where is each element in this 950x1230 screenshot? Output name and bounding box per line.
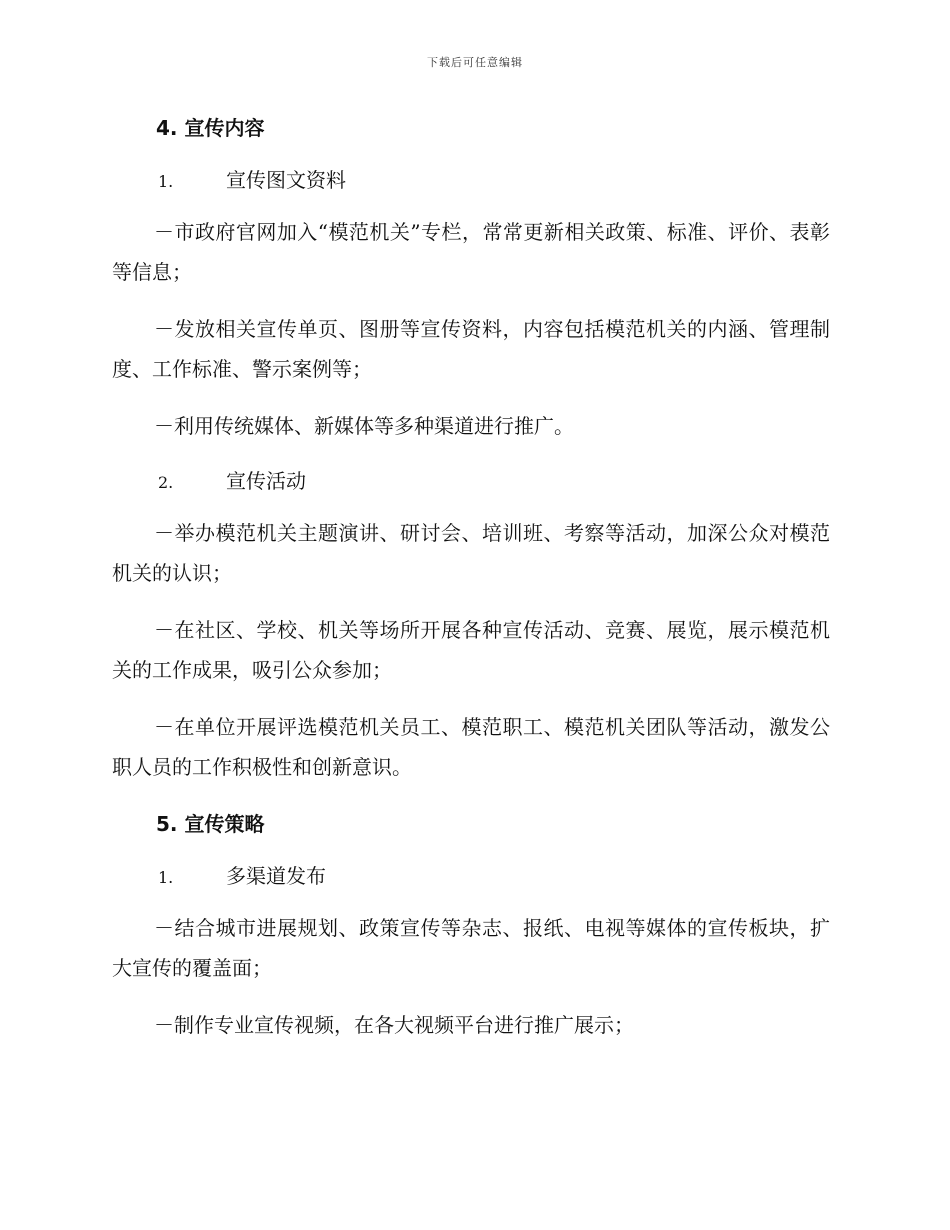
section-4-subheading-2 bbox=[112, 463, 830, 499]
list-number: 1. bbox=[158, 172, 174, 191]
section-4-heading: 4. 宣传内容 bbox=[156, 116, 265, 140]
paragraph: －制作专业宣传视频，在各大视频平台进行推广展示； bbox=[154, 1013, 634, 1037]
paragraph: －结合城市进展规划、政策宣传等杂志、报纸、电视等媒体的宣传板块，扩大宣传的覆盖面； bbox=[112, 916, 830, 980]
page-header: 下载后可任意编辑 bbox=[427, 56, 523, 69]
section-5-heading: 5. 宣传策略 bbox=[156, 812, 265, 836]
section-4-subheading-1 bbox=[112, 162, 830, 198]
subheading-label: 多渠道发布 bbox=[226, 864, 326, 888]
subheading-label: 宣传图文资料 bbox=[226, 168, 346, 192]
subheading-label: 宣传活动 bbox=[226, 469, 306, 493]
paragraph: －利用传统媒体、新媒体等多种渠道进行推广。 bbox=[154, 414, 574, 438]
paragraph: －在社区、学校、机关等场所开展各种宣传活动、竞赛、展览，展示模范机关的工作成果，吸引公众参加； bbox=[112, 618, 830, 682]
list-number: 2. bbox=[158, 473, 174, 492]
section-5-subheading-1 bbox=[112, 858, 830, 894]
list-number: 1. bbox=[158, 868, 174, 887]
paragraph: －举办模范机关主题演讲、研讨会、培训班、考察等活动，加深公众对模范机关的认识； bbox=[112, 521, 830, 585]
paragraph: －在单位开展评选模范机关员工、模范职工、模范机关团队等活动，激发公职人员的工作积极性和创新意识。 bbox=[112, 715, 830, 779]
paragraph: －市政府官网加入“模范机关”专栏，常常更新相关政策、标准、评价、表彰等信息； bbox=[112, 220, 830, 284]
document-body bbox=[112, 108, 830, 1062]
paragraph: －发放相关宣传单页、图册等宣传资料，内容包括模范机关的内涵、管理制度、工作标准、警示案例等； bbox=[112, 317, 830, 381]
